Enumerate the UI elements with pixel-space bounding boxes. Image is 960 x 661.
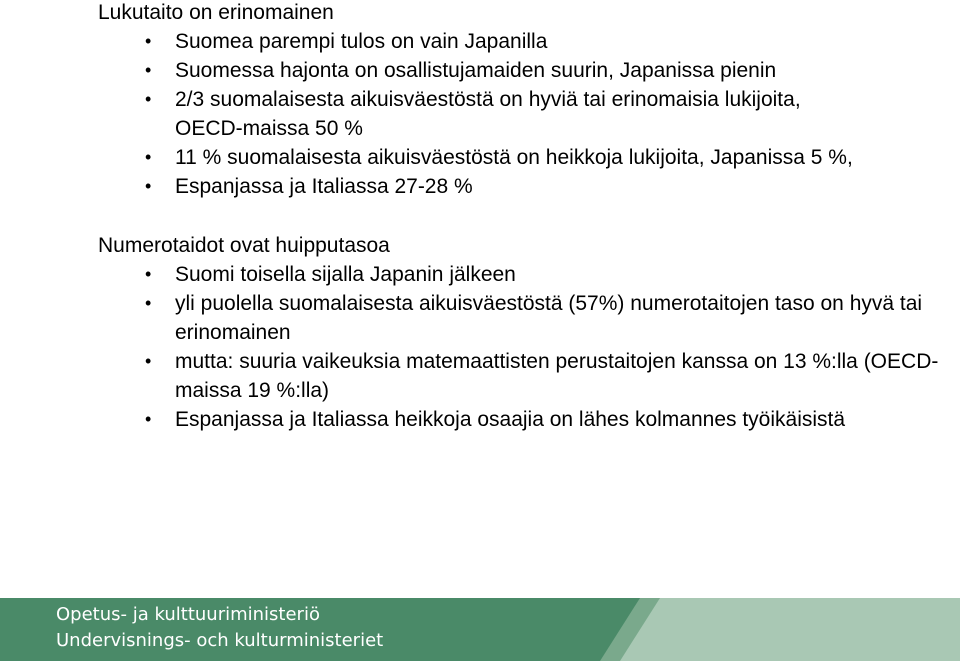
bullet-item <box>98 289 955 347</box>
bullet-item <box>98 27 938 56</box>
bullet-icon: • <box>145 176 152 196</box>
bullet-item <box>98 172 938 201</box>
bullet-list <box>98 260 938 434</box>
section-literacy <box>98 0 938 201</box>
bullet-icon: • <box>145 147 152 167</box>
ministry-footer-banner <box>0 598 960 661</box>
ministry-name-swedish: Undervisnings- och kulturministeriet <box>56 630 384 651</box>
bullet-icon: • <box>145 60 152 80</box>
bullet-icon: • <box>145 31 152 51</box>
section-numeracy <box>98 231 938 434</box>
bullet-item <box>98 85 835 143</box>
bullet-icon: • <box>145 409 152 429</box>
ministry-name-finnish: Opetus- ja kulttuuriministeriö <box>56 604 320 625</box>
bullet-text: Espanjassa ja Italiassa 27-28 % <box>175 175 473 198</box>
bullet-text: Suomi toisella sijalla Japanin jälkeen <box>175 263 516 286</box>
bullet-text: Espanjassa ja Italiassa heikkoja osaajia on lähes kolmannes työikäisistä <box>175 408 846 431</box>
bullet-icon: • <box>145 351 152 371</box>
bullet-item <box>98 56 938 85</box>
bullet-text: yli puolella suomalaisesta aikuisväestöstä (57%) numerotaitojen taso on hyvä tai erinomainen <box>175 292 923 344</box>
bullet-item <box>98 260 938 289</box>
bullet-icon: • <box>145 89 152 109</box>
ministry-logo-text <box>56 602 383 654</box>
slide-content <box>98 0 938 434</box>
bullet-text: 11 % suomalaisesta aikuisväestöstä on heikkoja lukijoita, Japanissa 5 %, <box>175 146 853 169</box>
bullet-text: 2/3 suomalaisesta aikuisväestöstä on hyviä tai erinomaisia lukijoita, OECD-maissa 50 % <box>175 88 801 140</box>
section-heading: Lukutaito on erinomainen <box>98 1 334 24</box>
bullet-icon: • <box>145 264 152 284</box>
bullet-item <box>98 347 960 405</box>
bullet-icon: • <box>145 293 152 313</box>
bullet-text: Suomessa hajonta on osallistujamaiden suurin, Japanissa pienin <box>175 59 777 82</box>
bullet-text: Suomea parempi tulos on vain Japanilla <box>175 30 548 53</box>
section-heading: Numerotaidot ovat huipputasoa <box>98 234 390 257</box>
bullet-list <box>98 27 938 201</box>
bullet-text: mutta: suuria vaikeuksia matemaattisten perustaitojen kanssa on 13 %:lla (OECD-maissa 19 %:lla) <box>175 350 939 402</box>
bullet-item <box>98 143 875 172</box>
bullet-item <box>98 405 935 434</box>
